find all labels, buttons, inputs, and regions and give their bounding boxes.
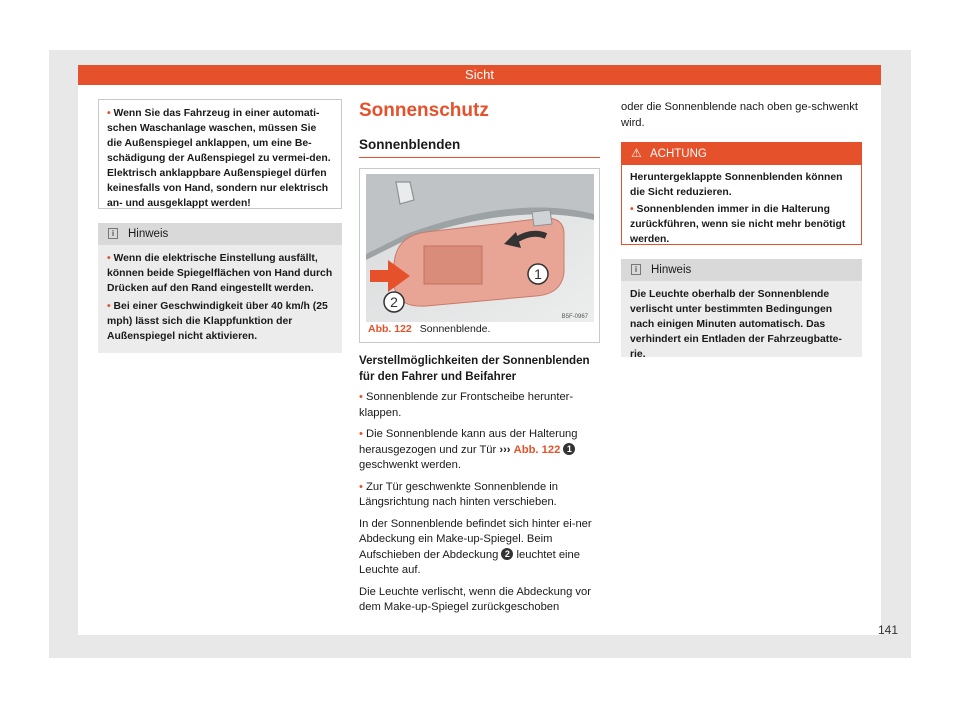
hinweis-header: [621, 259, 862, 281]
hinweis-item: Wenn die elektrische Einstellung ausfällt, können beide Spiegelflächen von Hand durch Drücken auf den Rand eingestellt werden.: [107, 253, 333, 294]
paragraph-text: In der Sonnenblende befindet sich hinter ei-ner Abdeckung ein Make-up-Spiegel. Beim Aufschieben der Abdeckung: [359, 517, 592, 561]
subtitle: Sonnenblenden: [359, 137, 461, 152]
hinweis-title: Hinweis: [651, 264, 692, 276]
bullet-text: geschwenkt werden.: [359, 459, 461, 471]
hinweis-box-left: [98, 223, 342, 353]
figure-code: B5F-0967: [561, 314, 588, 320]
figure-ref-link[interactable]: Abb. 122: [513, 443, 561, 456]
hinweis-box-right: [621, 259, 862, 360]
sun-visor-illustration: [366, 174, 594, 322]
figure-marker-1: 1: [534, 266, 542, 282]
right-intro: oder die Sonnenblende nach oben ge-schwenkt wird.: [621, 101, 858, 129]
bullet-text: Zur Tür geschwenkte Sonnenblende in Längsrichtung nach hinten verschieben.: [359, 480, 558, 508]
paragraph: Die Leuchte verlischt, wenn die Abdeckung vor dem Make-up-Spiegel zurückgeschoben: [359, 585, 591, 613]
paragraph: [359, 517, 603, 579]
bullet-item: • Zur Tür geschwenkte Sonnenblende in Längsrichtung nach hinten verschieben.: [359, 480, 558, 508]
middle-body: [359, 353, 603, 622]
achtung-header: [622, 143, 861, 165]
figure-caption-text: Sonnenblende.: [419, 323, 491, 335]
callout-number: 2: [501, 548, 513, 560]
hinweis-body: Die Leuchte oberhalb der Sonnenblende verlischt unter bestimmten Bedingungen nach einigen Minuten automatisch. Das verhindert ein Entladen der Fahrzeugbatte-rie.: [630, 289, 842, 360]
page-number: 141: [878, 623, 899, 637]
callout-number: 1: [563, 443, 575, 455]
bullet-item: • Die Sonnenblende kann aus der Halterung herausgezogen und zur Tür ››› Abb. 122 1 geschwenkt werden.: [359, 428, 578, 471]
hinweis-item: Bei einer Geschwindigkeit über 40 km/h (25 mph) lässt sich die Klappfunktion der Außenspiegel nicht aktivieren.: [107, 301, 328, 342]
bullet: •: [107, 108, 111, 119]
warning-box: [98, 99, 342, 209]
bullet: •: [107, 301, 111, 312]
hinweis-header: [98, 223, 342, 245]
info-icon: i: [631, 264, 641, 275]
achtung-title: ACHTUNG: [650, 148, 707, 160]
bullet-item: • Sonnenblende zur Frontscheibe herunter-klappen.: [359, 391, 574, 419]
bullet: •: [107, 253, 111, 264]
section-heading: Verstellmöglichkeiten der Sonnenblenden für den Fahrer und Beifahrer: [359, 354, 590, 383]
bullet-text: Die Sonnenblende kann aus der Halterung herausgezogen und zur Tür: [359, 428, 578, 456]
hinweis-title: Hinweis: [128, 228, 169, 240]
achtung-box: [621, 142, 862, 245]
info-icon: i: [108, 228, 118, 239]
page-title: Sonnenschutz: [359, 100, 489, 121]
figure-marker-2: 2: [390, 294, 398, 310]
section-header: Sicht: [78, 65, 881, 85]
paragraph-text: leuchtet eine Leuchte auf.: [359, 548, 580, 576]
achtung-body: [622, 165, 861, 252]
bullet: •: [630, 204, 634, 215]
warning-triangle-icon: ⚠: [631, 146, 642, 160]
figure-caption: [368, 323, 490, 335]
warning-text: Wenn Sie das Fahrzeug in einer automati-schen Waschanlage waschen, müssen Sie die Außenspiegel anklappen, um eine Be-schädigung der Außenspiegel zu vermei-den. Elektrisch anklappbare Außenspiegel dürfen keinesfalls von Hand, sondern nur elektrisch an- und ausgeklappt werden!: [107, 108, 331, 209]
hinweis-body: [98, 245, 342, 350]
achtung-item: Sonnenblenden immer in die Halterung zurückführen, wenn sie nicht mehr benötigt werden.: [630, 204, 846, 245]
figure-122: [359, 168, 600, 343]
achtung-text: Heruntergeklappte Sonnenblenden können die Sicht reduzieren.: [630, 172, 843, 198]
figure-ref-arrow: ›››: [499, 443, 511, 456]
figure-label: Abb. 122: [368, 323, 412, 335]
divider: [359, 157, 600, 158]
bullet-text: Sonnenblende zur Frontscheibe herunter-klappen.: [359, 391, 574, 419]
